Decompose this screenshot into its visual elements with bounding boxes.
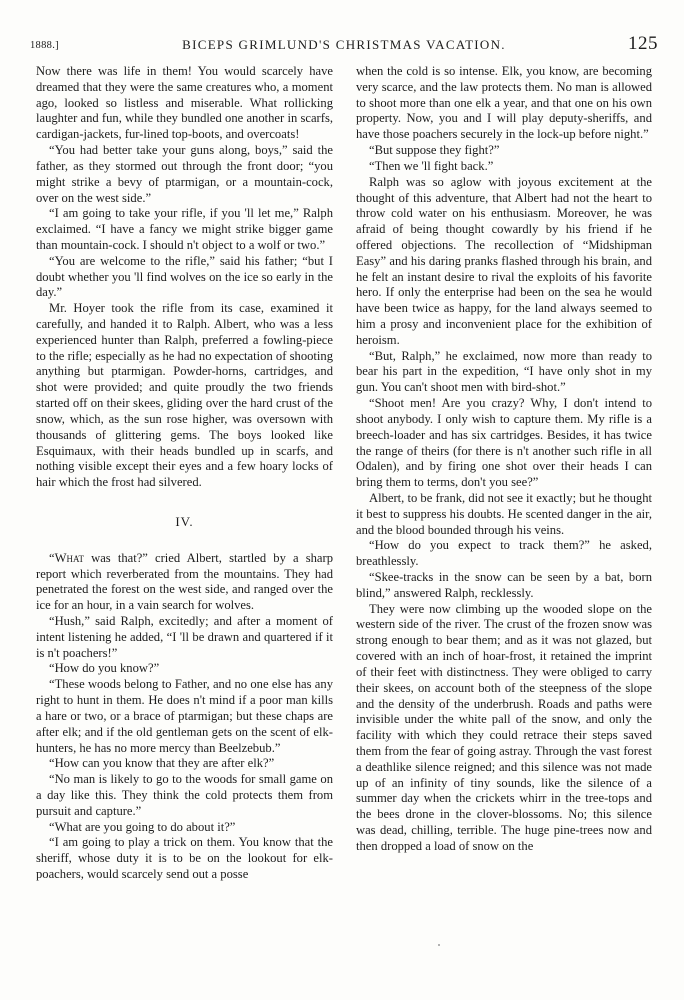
paragraph: “How can you know that they are after elk?” <box>49 756 275 771</box>
paragraph: “You are welcome to the rifle,” said his father; “but I doubt whether you 'll find wolves on the ice so early in the day.” <box>36 253 333 300</box>
opening-quote: “ <box>49 550 55 565</box>
article-title: BICEPS GRIMLUND'S CHRISTMAS VACATION. <box>182 37 506 52</box>
paragraph: “These woods belong to Father, and no one else has any right to hunt in them. He does n't mind if a poor man kills a hare or two, or a brace of ptarmigan; but these chaps are after elk; and if the old gentleman gets on the scent of elk-hunters, he has no more mercy than Beelzebub.” <box>36 677 333 755</box>
paragraph: Ralph was so aglow with joyous excitement at the thought of this adventure, that Albert had not the heart to throw cold water on his enthusiasm. Moreover, he was afraid of being thought cowardly by his friend if he offered objections. The recollection of “Midshipman Easy” and his daring pranks flashed through his brain, and he felt an instant desire to rival the exploits of his favorite hero. If only the enterprise had been on the sea he would have been twice as happy, for the land always seemed to him a prosy and inconvenient place for the exhibition of heroism. <box>356 174 652 347</box>
right-column <box>356 64 652 855</box>
running-head <box>30 33 658 58</box>
paragraph: “Shoot men! Are you crazy? Why, I don't intend to shoot anybody. I only wish to capture them. My rifle is a breech-loader and has six cartridges. Besides, it has twice the range of theirs (for there is n't another such rifle in all Odalen), and by firing one shot over their heads I can bring them to terms, don't you see?” <box>356 396 652 490</box>
paragraph: “I am going to play a trick on them. You know that the sheriff, whose duty it is to be on the lookout for elk-poachers, would scarcely send out a posse <box>36 835 333 881</box>
paragraph: “But, Ralph,” he exclaimed, now more than ready to bear his part in the expedition, “I have only shot in my gun. You can't shoot men with bird-shot.” <box>356 348 652 395</box>
left-column <box>36 64 333 883</box>
paragraph-rest: was that?” cried Albert, startled by a sharp report which reverberated from the mountains. They had penetrated the forest on the west side, and ranged over the ice for an hour, in a vain search for wolves. <box>36 550 333 613</box>
paragraph: “Skee-tracks in the snow can be seen by a bat, born blind,” answered Ralph, recklessly. <box>356 570 652 600</box>
paragraph: Now there was life in them! You would scarcely have dreamed that they were the same creatures who, a moment ago, looked so listless and miserable. What rollicking laughter and fun, while they bundled one another in scarfs, cardigan-jackets, fur-lined top-boots, and overcoats! <box>36 64 333 142</box>
paragraph: “Then we 'll fight back.” <box>369 158 494 173</box>
paragraph <box>36 551 333 614</box>
section-heading: IV. <box>175 513 194 529</box>
paragraph: “But suppose they fight?” <box>369 143 500 158</box>
paragraph: “I am going to take your rifle, if you 'll let me,” Ralph exclaimed. “I have a fancy we might strike bigger game than mountain-cock. I should n't object to a wolf or two.” <box>36 206 333 252</box>
page-number: 125 <box>628 33 658 54</box>
paragraph: They were now climbing up the wooded slope on the western side of the river. The crust of the frozen snow was strong enough to bear them; and as it was not glazed, but covered with an inch of hoar-frost, it retained the imprint of their feet with distinctness. They were obliged to carry their skees, on account both of the steepness of the slope and the density of the underbrush. Roads and paths were invisible under the white pall of the snow, and only the facility with which they could retrace their steps saved them from the fear of going astray. Through the vast forest a deathlike silence reigned; and this silence was not made up of an infinity of tiny sounds, like the silence of a summer day when the crickets whirr in the tree-tops and the bees drone in the clover-blossoms. No; this silence was dead, chilling, terrible. The huge pine-trees now and then dropped a load of snow on the <box>356 601 652 853</box>
paragraph: “Hush,” said Ralph, excitedly; and after a moment of intent listening he added, “I 'll be drawn and quartered if it is n't poachers!” <box>36 614 333 660</box>
paragraph: “No man is likely to go to the woods for small game on a day like this. They think the cold protects them from pursuit and capture.” <box>36 772 333 818</box>
issue-year: 1888.] <box>30 40 59 51</box>
paragraph: Mr. Hoyer took the rifle from its case, examined it carefully, and handed it to Ralph. Albert, who was a less experienced hunter than Ralph, preferred a fowling-piece to the rifle; especially as he had no expectation of shooting anything but ptarmigan. Powder-horns, cartridges, and shot were provided; and quite proudly the two friends started off on their skees, gliding over the hard crust of the snow, which, as the sun rose higher, was oversown with thousands of glittering gems. The boys looked like Esquimaux, with their heads bundled up in scarfs, and nothing visible except their eyes and a few hoary locks of hair which the frost had silvered. <box>36 301 333 490</box>
paragraph: “How do you expect to track them?” he asked, breathlessly. <box>356 538 652 569</box>
paragraph: “What are you going to do about it?” <box>49 819 236 834</box>
paragraph: Albert, to be frank, did not see it exactly; but he thought it best to suppress his doubts. He scented danger in the air, and the blood bounded through his veins. <box>356 490 652 537</box>
small-caps-opening: What <box>54 550 84 565</box>
print-speck <box>438 944 440 946</box>
paragraph: when the cold is so intense. Elk, you know, are becoming very scarce, and the law protects them. No man is allowed to shoot more than one elk a year, and that one on his own property. Now, you and I will play deputy-sheriffs, and have those poachers securely in the lock-up before night.” <box>356 64 652 142</box>
paragraph: “You had better take your guns along, boys,” said the father, as they stormed out through the front door; “you might strike a bevy of ptarmigan, or a mountain-cock, over on the west side.” <box>36 143 333 205</box>
paragraph: “How do you know?” <box>49 661 160 676</box>
